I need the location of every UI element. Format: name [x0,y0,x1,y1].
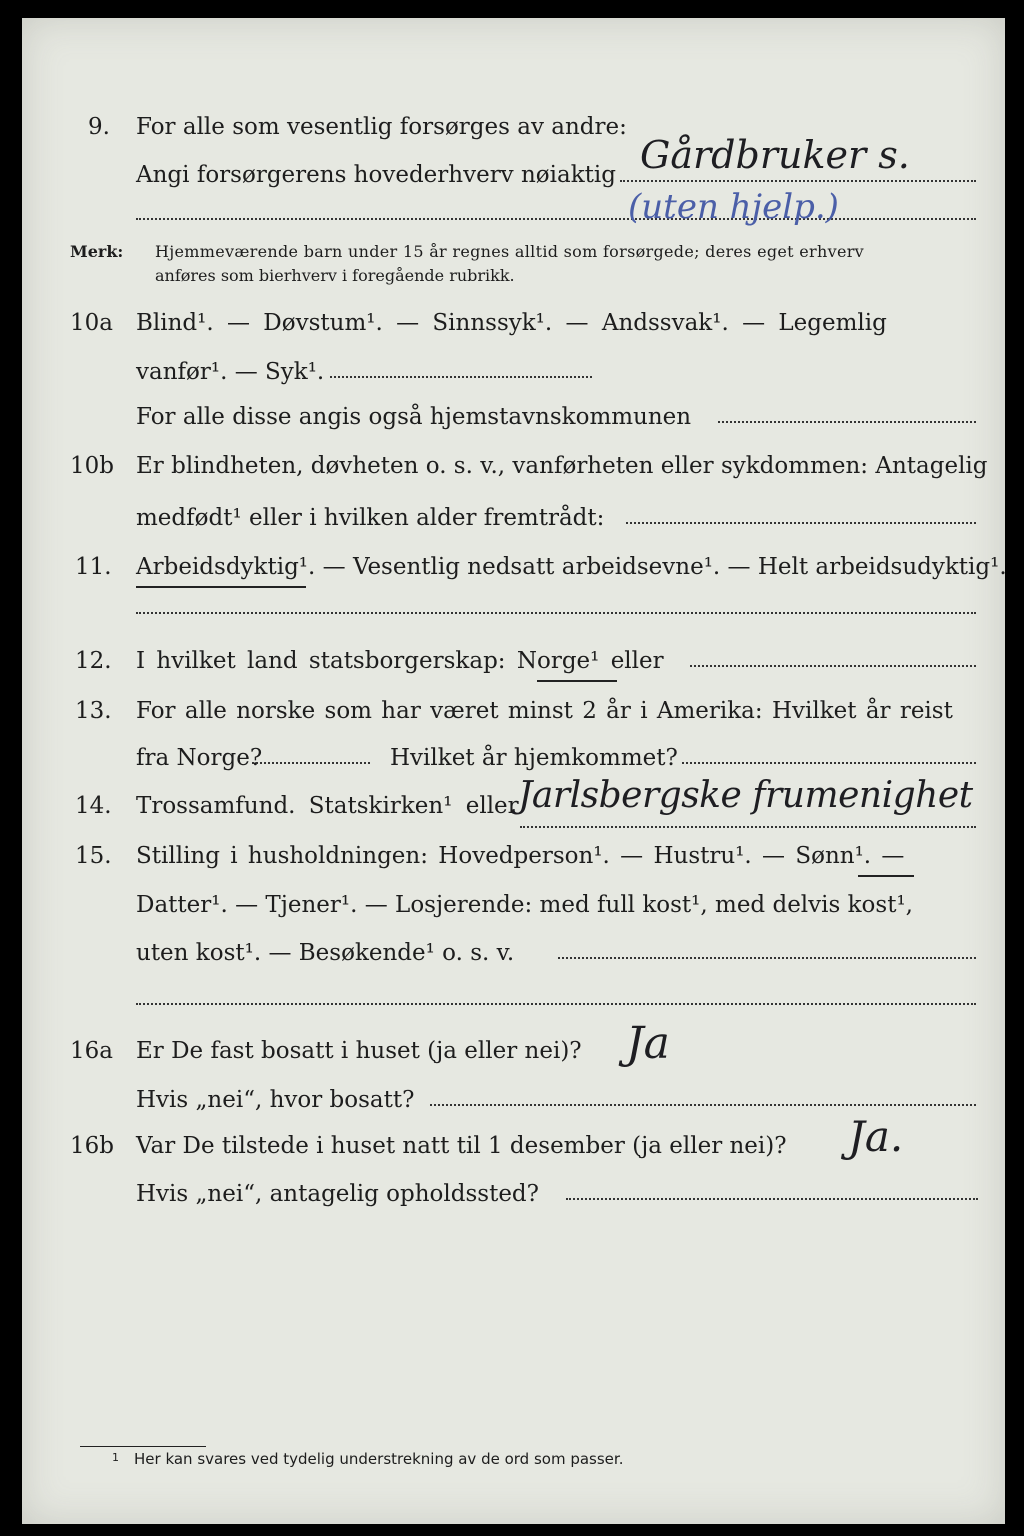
q16a-line2: Hvis „nei“, hvor bosatt? [136,1087,415,1113]
q10b-answer-line [626,522,976,524]
footnote-mark: 1 [112,1451,119,1464]
q9-answer-line [620,180,976,182]
q9-answer-line-2 [136,218,976,220]
q14-line1: Trossamfund. Statskirken¹ eller [136,793,519,819]
q12-number: 12. [75,648,112,674]
q9-line2: Angi forsørgerens hovederhverv nøiaktig [136,162,616,188]
footnote-text: Her kan svares ved tydelig understrekning av de ord som passer. [134,1450,624,1468]
q13-reist-line [252,762,370,764]
q13-line2a: fra Norge? [136,745,263,771]
q16b-number: 16b [70,1133,114,1159]
q16a-handwritten-answer: Ja [626,1018,670,1069]
q9-handwritten-answer: Gårdbruker s. [640,133,910,177]
q13-number: 13. [75,698,112,724]
q16a-line1: Er De fast bosatt i huset (ja eller nei)? [136,1038,582,1064]
q11-underline-arbeidsdyktig [136,586,306,588]
q15-answer-line-2 [136,1003,976,1005]
q16b-opholdssted-line [566,1198,978,1200]
q13-line2b: Hvilket år hjemkommet? [390,745,678,771]
q10a-kommune-line [718,421,976,423]
q10b-number: 10b [70,453,114,479]
q14-handwritten-answer: Jarlsbergske frumenighet [518,775,973,816]
q15-underline-sonn [858,875,914,877]
q16b-line2: Hvis „nei“, antagelig opholdssted? [136,1181,539,1207]
q11-answer-line [136,612,976,614]
q16b-handwritten-answer: Ja. [848,1112,904,1161]
q9-line1: For alle som vesentlig forsørges av andre: [136,114,627,140]
q16b-line1: Var De tilstede i huset natt til 1 desember (ja eller nei)? [136,1133,787,1159]
q10b-line1: Er blindheten, døvheten o. s. v., vanførheten eller sykdommen: Antagelig [136,453,988,479]
q10b-line2: medfødt¹ eller i hvilken alder fremtrådt: [136,505,605,531]
q13-hjemkommet-line [682,762,976,764]
q12-underline-norge [537,680,617,682]
q11-line1: Arbeidsdyktig¹. — Vesentlig nedsatt arbeidsevne¹. — Helt arbeidsudyktig¹. [136,554,1007,580]
q11-number: 11. [75,554,112,580]
q15-line1: Stilling i husholdningen: Hovedperson¹. — Hustru¹. — Sønn¹. — [136,843,905,869]
q14-answer-line [520,826,976,828]
q10a-number: 10a [70,310,113,336]
merk-label: Merk: [70,242,124,261]
q12-line1: I hvilket land statsborgerskap: Norge¹ eller [136,648,664,674]
q9-number: 9. [88,114,110,140]
q10a-syk-line [330,376,592,378]
q16a-number: 16a [70,1038,113,1064]
q15-line3: uten kost¹. — Besøkende¹ o. s. v. [136,940,515,966]
q10a-line1: Blind¹. — Døvstum¹. — Sinnssyk¹. — Andssvak¹. — Legemlig [136,310,887,336]
q15-answer-line [558,957,976,959]
q10a-line2: vanfør¹. — Syk¹. [136,359,325,385]
footnote-rule [80,1446,206,1447]
q14-number: 14. [75,793,112,819]
q10a-line3: For alle disse angis også hjemstavnskommunen [136,404,692,430]
q16a-bosatt-line [430,1104,976,1106]
q12-answer-line [690,665,976,667]
q13-line1: For alle norske som har været minst 2 år i Amerika: Hvilket år reist [136,698,953,724]
merk-line2: anføres som bierhverv i foregående rubrikk. [155,266,515,285]
q15-number: 15. [75,843,112,869]
merk-line1: Hjemmeværende barn under 15 år regnes alltid som forsørgede; deres eget erhverv [155,242,864,261]
q15-line2: Datter¹. — Tjener¹. — Losjerende: med full kost¹, med delvis kost¹, [136,892,913,918]
q9-handwritten-answer-2: (uten hjelp.) [628,187,839,227]
